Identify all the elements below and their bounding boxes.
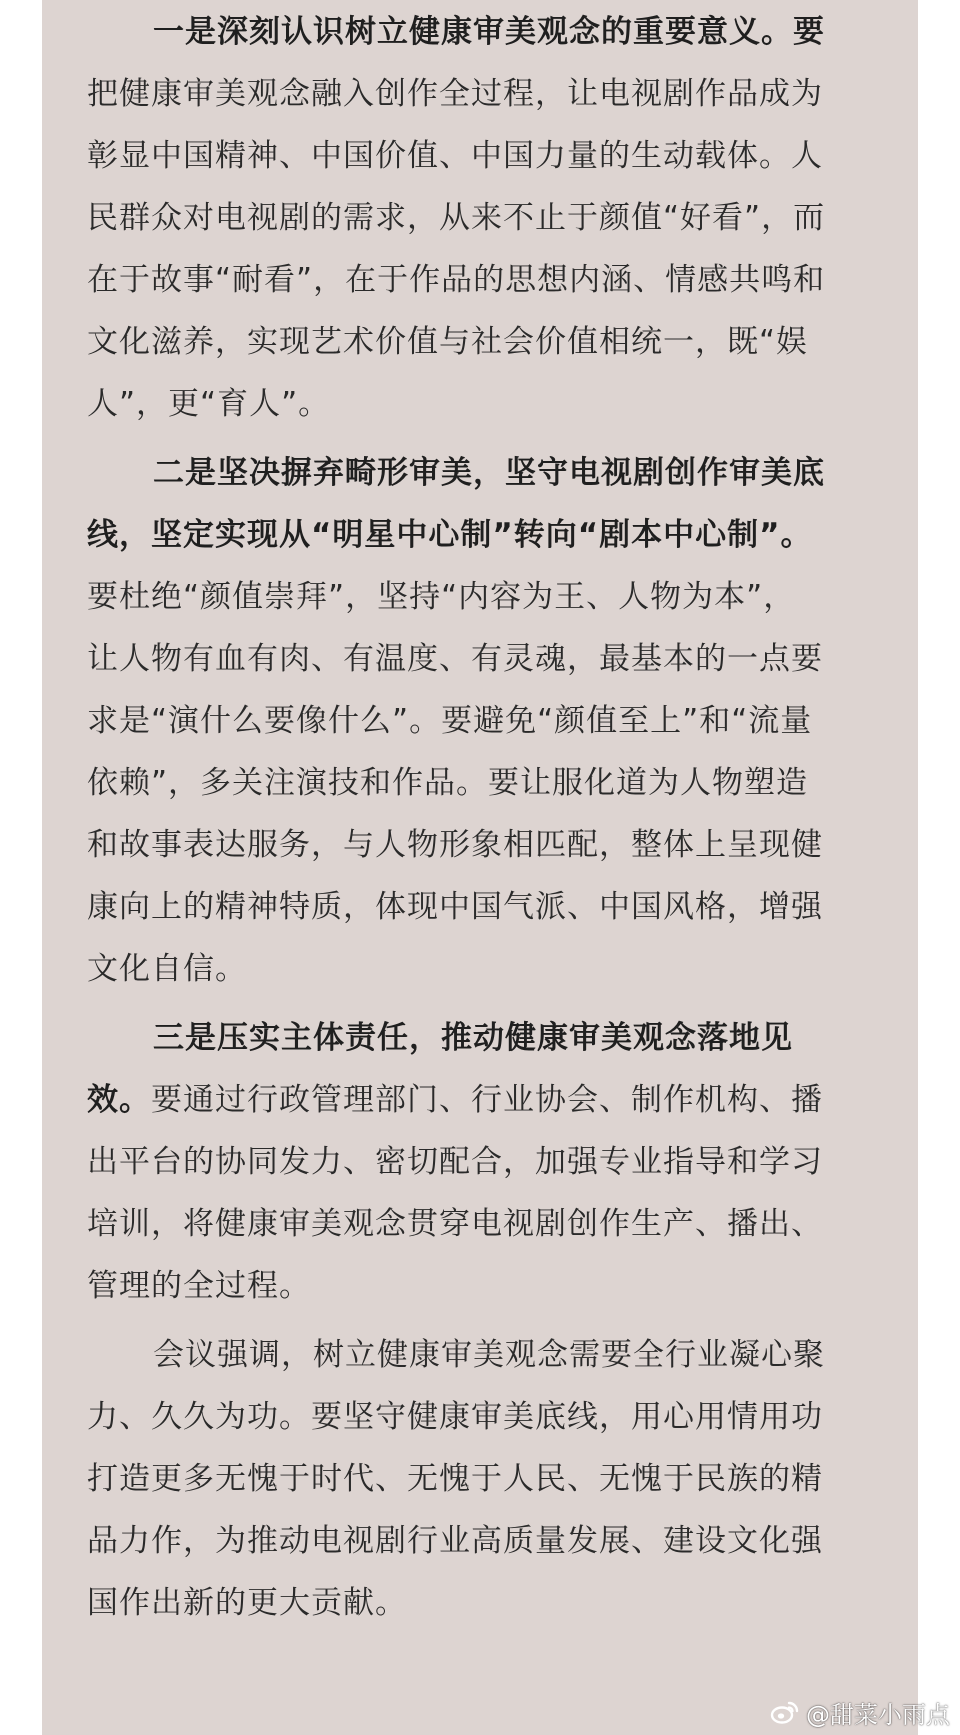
p3-line-4: 培训，将健康审美观念贯穿电视剧创作生产、播出、 [87, 1206, 823, 1242]
p2-line-5: 求是“演什么要像什么”。要避免“颜值至上”和“流量 [87, 703, 813, 739]
p2-line-6: 依赖”，多关注演技和作品。要让服化道为人物塑造 [87, 765, 809, 801]
weibo-icon [770, 1699, 800, 1725]
p2-line-9: 文化自信。 [87, 951, 247, 987]
p3-line-5: 管理的全过程。 [87, 1268, 311, 1304]
p2-line-7: 和故事表达服务，与人物形象相匹配，整体上呈现健 [87, 827, 823, 863]
weibo-watermark [770, 1694, 950, 1730]
p1-line-1: 一是深刻认识树立健康审美观念的重要意义。要 [153, 14, 825, 50]
p4-line-3: 打造更多无愧于时代、无愧于人民、无愧于民族的精 [87, 1461, 823, 1497]
p1-line-7: 人”，更“育人”。 [87, 386, 331, 422]
p1-line-6: 文化滋养，实现艺术价值与社会价值相统一，既“娱 [87, 324, 809, 360]
p3-line-2 [87, 1078, 823, 1122]
p1-line-4: 民群众对电视剧的需求，从来不止于颜值“好看”，而 [87, 200, 826, 236]
p3-line-2-rest: 要通过行政管理部门、行业协会、制作机构、播 [151, 1082, 823, 1118]
p4-line-5: 国作出新的更大贡献。 [87, 1585, 407, 1621]
p4-line-2: 力、久久为功。要坚守健康审美底线，用心用情用功 [87, 1399, 823, 1435]
p3-line-3: 出平台的协同发力、密切配合，加强专业指导和学习 [87, 1144, 823, 1180]
p4-line-1: 会议强调，树立健康审美观念需要全行业凝心聚 [153, 1337, 825, 1373]
p2-line-4: 让人物有血有肉、有温度、有灵魂，最基本的一点要 [87, 641, 823, 677]
p3-line-1: 三是压实主体责任，推动健康审美观念落地见 [153, 1020, 793, 1056]
p1-line-5: 在于故事“耐看”，在于作品的思想内涵、情感共鸣和 [87, 262, 826, 298]
p1-line-3: 彰显中国精神、中国价值、中国力量的生动载体。人 [87, 138, 823, 174]
p2-line-3: 要杜绝“颜值崇拜”，坚持“内容为王、人物为本”， [87, 579, 796, 615]
p2-line-2: 线，坚定实现从“明星中心制”转向“剧本中心制”。 [87, 517, 813, 553]
p1-line-2: 把健康审美观念融入创作全过程，让电视剧作品成为 [87, 76, 823, 112]
p2-line-8: 康向上的精神特质，体现中国气派、中国风格，增强 [87, 889, 823, 925]
p2-line-1: 二是坚决摒弃畸形审美，坚守电视剧创作审美底 [153, 455, 825, 491]
p4-line-4: 品力作，为推动电视剧行业高质量发展、建设文化强 [87, 1523, 823, 1559]
p3-line-2-bold: 效。 [87, 1082, 151, 1118]
watermark-text: @甜菜小雨点 [806, 1700, 950, 1729]
